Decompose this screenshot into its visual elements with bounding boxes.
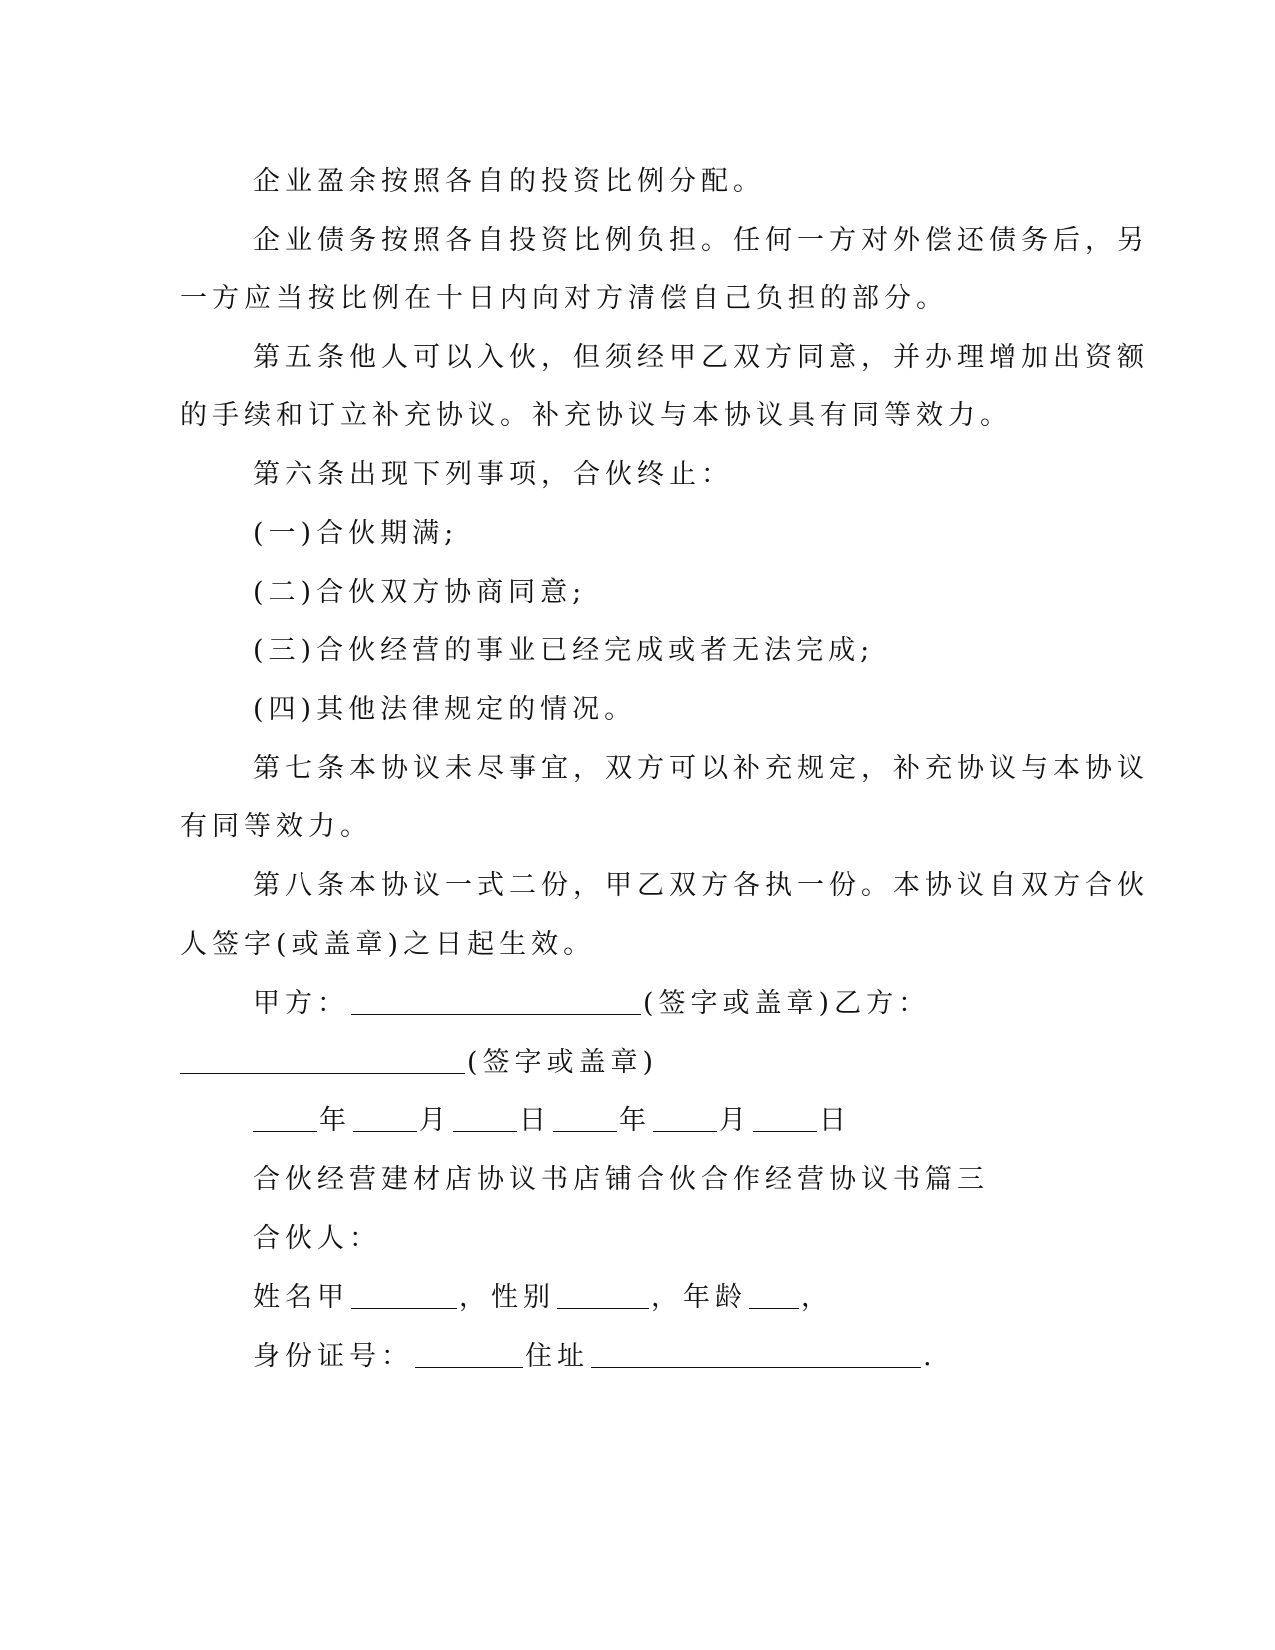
id-number-blank (415, 1341, 523, 1368)
date-b-day-blank (753, 1105, 817, 1132)
date-a-year-label: 年 (319, 1105, 351, 1136)
party-a-seal-note: (签字或盖章) (643, 988, 835, 1019)
id-address-line (253, 1340, 937, 1374)
article-6-item-4: (四)其他法律规定的情况。 (253, 694, 637, 725)
date-a-year-blank (253, 1105, 317, 1132)
party-b-signature-blank (180, 1047, 465, 1074)
article-6-item-1: (一)合伙期满; (253, 518, 459, 549)
date-b-month-blank (653, 1105, 717, 1132)
age-end-mark: ， (801, 1282, 833, 1313)
age-label: ，年龄 (651, 1282, 747, 1313)
article-8-line-2: 人签字(或盖章)之日起生效。 (180, 929, 596, 960)
address-blank (591, 1341, 921, 1368)
date-a-day-label: 日 (519, 1105, 551, 1136)
age-blank (749, 1282, 799, 1309)
date-b-day-label: 日 (819, 1105, 851, 1136)
date-line (253, 1104, 851, 1138)
date-a-month-blank (353, 1105, 417, 1132)
signature-line-party-b (180, 1046, 658, 1080)
article-8-line-1: 第八条本协议一式二份，甲乙双方各执一份。本协议自双方合伙 (253, 870, 1149, 901)
gender-blank (557, 1282, 649, 1309)
date-b-year-blank (553, 1105, 617, 1132)
party-b-label: 乙方： (834, 988, 931, 1019)
date-a-month-label: 月 (419, 1105, 451, 1136)
paragraph-debt-line-1: 企业债务按照各自投资比例负担。任何一方对外偿还债务后，另 (253, 225, 1149, 256)
article-7-line-2: 有同等效力。 (180, 811, 372, 842)
article-5-line-2: 的手续和订立补充协议。补充协议与本协议具有同等效力。 (180, 400, 1012, 431)
article-5-line-1: 第五条他人可以入伙，但须经甲乙双方同意，并办理增加出资额 (253, 342, 1149, 373)
name-blank (351, 1282, 457, 1309)
partners-heading: 合伙人： (253, 1223, 381, 1254)
paragraph-debt-line-2: 一方应当按比例在十日内向对方清偿自己负担的部分。 (180, 283, 948, 314)
partner-info-line (253, 1281, 833, 1315)
section-title-part-three: 合伙经营建材店协议书店铺合伙合作经营协议书篇三 (253, 1164, 989, 1195)
article-6-item-2: (二)合伙双方协商同意; (253, 577, 587, 608)
address-label: 住址 (525, 1341, 589, 1372)
party-b-seal-note: (签字或盖章) (467, 1047, 659, 1078)
article-7-line-1: 第七条本协议未尽事宜，双方可以补充规定，补充协议与本协议 (253, 753, 1149, 784)
id-number-label: 身份证号： (253, 1341, 413, 1372)
date-b-month-label: 月 (719, 1105, 751, 1136)
address-end-mark: . (923, 1341, 937, 1372)
article-6-heading: 第六条出现下列事项，合伙终止： (253, 459, 733, 490)
date-a-day-blank (453, 1105, 517, 1132)
party-a-signature-blank (351, 988, 641, 1015)
paragraph-profit-distribution: 企业盈余按照各自的投资比例分配。 (253, 166, 765, 197)
name-label: 姓名甲 (253, 1282, 349, 1313)
date-b-year-label: 年 (619, 1105, 651, 1136)
article-6-item-3: (三)合伙经营的事业已经完成或者无法完成; (253, 635, 875, 666)
party-a-label: 甲方： (253, 988, 349, 1019)
signature-line-party-a (253, 987, 930, 1021)
gender-label: ，性别 (459, 1282, 555, 1313)
